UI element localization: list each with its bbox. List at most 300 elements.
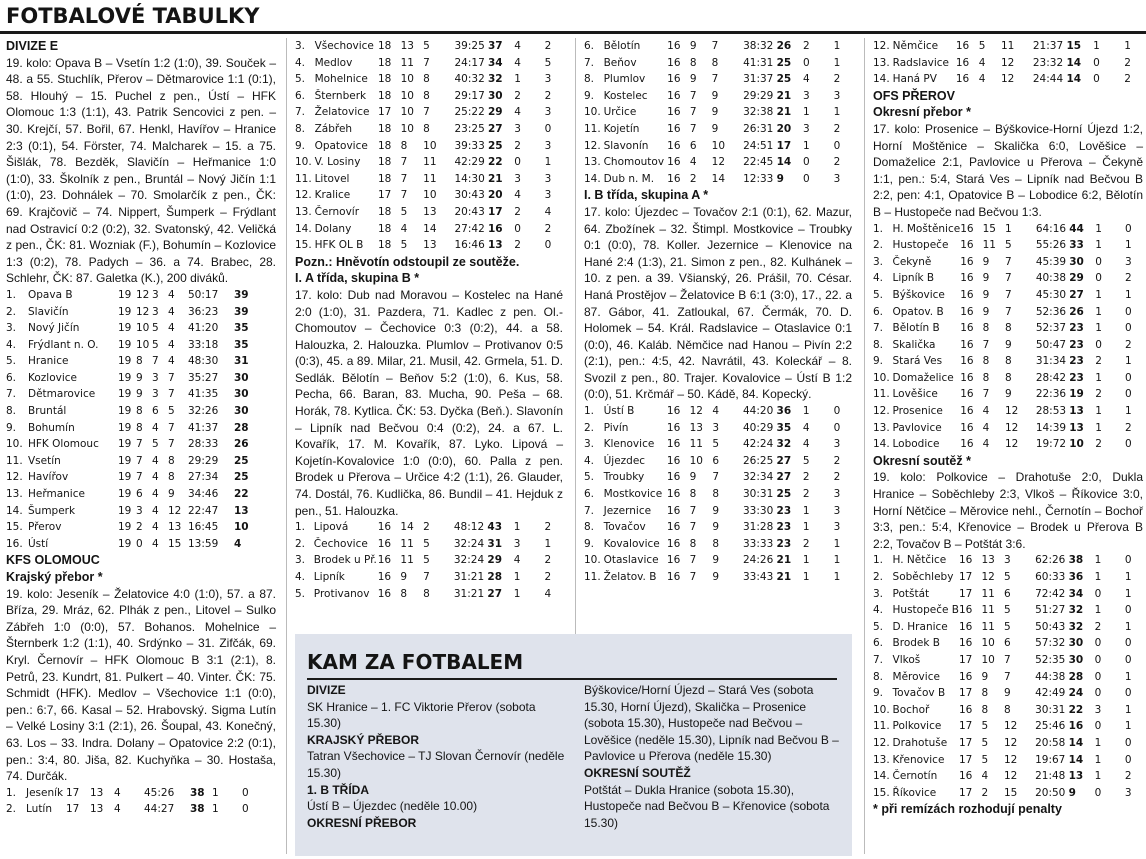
table-cell: 33:18 <box>188 338 219 351</box>
table-cell: 31:34 <box>1035 355 1067 368</box>
table-cell: 8 <box>423 89 430 102</box>
table-row <box>6 801 262 818</box>
table-cell: 8 <box>423 122 430 135</box>
table-cell: 19 <box>118 471 132 484</box>
box-section-heading: KRAJSKÝ PŘEBOR <box>307 732 420 747</box>
krajsky-heading: Krajský přebor * <box>6 570 103 584</box>
table-cell: 4 <box>513 554 521 567</box>
table-row <box>873 270 1143 287</box>
table-cell: Protivanov <box>313 587 370 600</box>
ofs-heading: OFS PŘEROV <box>873 88 955 103</box>
table-cell: 5 <box>712 438 720 451</box>
table-cell: 9 <box>982 305 990 318</box>
table-cell: 5 <box>400 205 408 218</box>
table-cell: 26 <box>1069 305 1084 318</box>
table-cell: 1. <box>6 786 17 799</box>
table-cell: 34 <box>487 56 503 69</box>
table-cell: 19 <box>118 371 132 384</box>
table-cell: 18 <box>377 222 392 235</box>
table-cell: Němčice <box>892 40 939 52</box>
table-cell: 1 <box>1094 770 1102 783</box>
okresni-soutez-heading: Okresní soutěž * <box>873 453 971 468</box>
table-cell: 3 <box>833 521 841 534</box>
table-cell: Šumperk <box>28 504 76 517</box>
table-cell: 16 <box>959 620 973 633</box>
table-cell: 4. <box>873 604 884 617</box>
table-cell: 48:30 <box>188 355 219 368</box>
kfs-heading: KFS OLOMOUC <box>6 553 100 568</box>
table-cell: 1 <box>1125 288 1132 301</box>
table-cell: 23 <box>776 537 792 550</box>
table-cell: 0 <box>833 139 841 152</box>
table-row <box>6 370 254 387</box>
column-divider <box>286 38 287 854</box>
table-cell: 18 <box>377 205 392 218</box>
table-cell: 18 <box>377 40 392 52</box>
table-cell: 11. <box>295 172 312 185</box>
table-cell: 10 <box>234 521 249 534</box>
table-cell: 12:33 <box>743 172 774 185</box>
table-cell: 3 <box>544 139 552 152</box>
table-cell: 2 <box>1094 620 1102 633</box>
table-cell: 20:43 <box>454 205 485 218</box>
table-row <box>873 353 1143 370</box>
table-cell: 11. <box>6 454 23 467</box>
table-row <box>6 536 254 553</box>
table-cell: Lipník B <box>892 272 935 285</box>
table-cell: 28:53 <box>1035 405 1067 418</box>
table-cell: 32 <box>776 438 792 451</box>
table-cell: 1 <box>833 537 841 550</box>
table-cell: 19:67 <box>1035 753 1066 766</box>
table-cell: 16 <box>666 438 681 451</box>
table-cell: 13 <box>90 786 104 799</box>
table-row <box>295 519 563 536</box>
table-cell: 4 <box>114 803 121 816</box>
box-section-heading: OKRESNÍ PŘEBOR <box>307 815 417 830</box>
table-cell: 16 <box>667 56 681 69</box>
table-cell: 7 <box>136 471 143 484</box>
box-right-column <box>584 682 846 831</box>
table-cell: 3 <box>152 388 159 401</box>
table-cell: 7 <box>1004 272 1012 285</box>
table-cell: 8. <box>295 122 306 135</box>
table-row <box>584 121 852 138</box>
table-cell: 16 <box>1068 720 1084 733</box>
table-cell: 3 <box>514 122 521 135</box>
table-cell: 30 <box>234 405 249 418</box>
table-cell: 52:37 <box>1035 322 1067 335</box>
table-cell: 2 <box>802 40 810 52</box>
table-cell: 13 <box>981 554 995 567</box>
table-cell: 11. <box>584 122 601 135</box>
table-cell: 52:35 <box>1035 653 1066 666</box>
table-cell: 40:29 <box>743 421 774 434</box>
kam-za-fotbalem-box <box>295 634 852 856</box>
table-cell: 7 <box>711 73 719 86</box>
table-cell: 33:30 <box>743 504 774 517</box>
table-cell: Frýdlant n. O. <box>28 338 99 351</box>
table-cell: 19 <box>118 504 132 517</box>
table-cell: 26 <box>234 438 249 451</box>
table-cell: 1 <box>1124 40 1131 52</box>
table-cell: 16 <box>960 405 974 418</box>
table-cell: 4 <box>978 56 986 69</box>
table-cell: 1 <box>1124 703 1132 716</box>
table-cell: 16. <box>6 537 23 550</box>
table-cell: Lověšice <box>892 388 938 401</box>
table-cell: 9 <box>689 73 697 86</box>
table-cell: 15 <box>1004 786 1018 799</box>
table-cell: 8 <box>1004 355 1012 368</box>
table-cell: 7 <box>1004 255 1012 268</box>
table-cell: 2 <box>514 205 521 218</box>
table-row <box>873 752 1143 769</box>
table-cell: 31:37 <box>743 73 774 86</box>
table-cell: Beňov <box>603 56 637 69</box>
table-cell: 11 <box>982 239 996 252</box>
table-row <box>873 287 1143 304</box>
table-cell: 12 <box>1004 736 1018 749</box>
table-cell: 25 <box>776 488 792 501</box>
table-cell: 43 <box>487 521 503 534</box>
table-cell: 5 <box>423 40 430 52</box>
table-row <box>873 304 1143 321</box>
table-cell: 10 <box>400 122 414 135</box>
table-cell: 2 <box>833 73 841 86</box>
table-cell: 6 <box>152 405 159 418</box>
table-cell: 6 <box>136 488 143 501</box>
table-cell: 22 <box>234 488 249 501</box>
table-cell: 9. <box>584 89 595 102</box>
table-cell: 45:26 <box>144 786 175 799</box>
table-row <box>873 436 1143 453</box>
okresni-prebor-heading: Okresní přebor * <box>873 105 971 120</box>
table-cell: 14:39 <box>1035 421 1067 434</box>
table-cell: 3 <box>833 488 841 501</box>
table-row <box>873 785 1143 802</box>
table-cell: 1 <box>212 786 219 799</box>
table-cell: 16 <box>667 172 681 185</box>
table-cell: 18 <box>377 122 392 135</box>
table-cell: 30 <box>234 371 249 384</box>
table-cell: 17 <box>959 687 973 700</box>
table-cell: 16 <box>955 73 970 86</box>
table-cell: 5 <box>168 405 175 418</box>
table-row <box>584 453 852 470</box>
table-row <box>584 486 852 503</box>
table-cell: 12. <box>6 471 23 484</box>
table-cell: 23 <box>1069 322 1084 335</box>
table-cell: 8 <box>689 488 697 501</box>
table-cell: 9. <box>873 355 884 368</box>
box-section-text: SK Hranice – 1. FC Viktorie Přerov (sobota 15.30) <box>307 699 536 731</box>
table-cell: Havířov <box>28 471 69 484</box>
table-cell: 18 <box>377 239 392 252</box>
table-cell: 2 <box>802 488 810 501</box>
table-cell: 32 <box>1068 604 1084 617</box>
table-cell: 16 <box>667 139 681 152</box>
table-cell: 20:50 <box>1035 786 1066 799</box>
a-trida-report: 17. kolo: Dub nad Moravou – Kostelec na Hané 2:0 (1:0), 31. Pazdera, 71. Kadlec z pen. Ol.-Chomoutov – Čechovice 0:3 (0:2), 44. a 58. Halouzka, 2. Halouzka. Plumlov – Protivanov 0:5 (0:3), 45. a 89. Milar, 21. Musil, 42. Grmela, 51. D. Sedlák. Bělotín – Beňov 5:2 (1:0), 6. Kus, 58. Pecha, 66. Baran, 83. Mucha, 90. Peša – 68. Horák, 78. Kytlica. ČK: 53. Dyčka (Beň.). Slavonín – Lipník nad Bečvou 0:4 (0:2), 24. a 67. L. Kovařík, 17. M. Kovařík, 87. Lyko. Lipová – Kojetín-Kovalovice 1:0 (0:0), 60. Palla z pen. Brodek u Přerova – Určice 4:2 (1:1), 26. Glauder, 74. Dostál, 76. Kudlička, 86. Bundil – 41. Hejduk z pen., 51. Halouzka. <box>295 287 563 518</box>
table-cell: 11. <box>873 388 890 401</box>
table-cell: 18 <box>377 156 392 169</box>
table-row <box>6 287 254 304</box>
table-cell: 28:33 <box>188 438 219 451</box>
table-cell: 16 <box>960 239 974 252</box>
table-cell: Dub n. M. <box>603 172 655 185</box>
table-cell: 8 <box>982 322 990 335</box>
table-cell: 1. <box>873 222 884 235</box>
table-cell: 7 <box>1004 653 1011 666</box>
table-cell: 26:31 <box>743 122 774 135</box>
table-cell: 1 <box>802 521 810 534</box>
table-cell: 5 <box>978 40 986 52</box>
table-cell: 8 <box>981 703 989 716</box>
table-cell: 5 <box>1004 571 1011 583</box>
table-cell: 1 <box>833 571 841 583</box>
table-cell: 0 <box>1095 255 1102 268</box>
column-3 <box>584 38 852 586</box>
table-cell: 16 <box>960 421 974 434</box>
table-cell: 21 <box>776 571 792 583</box>
table-cell: 14 <box>1068 736 1084 749</box>
table-cell: 12. <box>873 736 890 749</box>
table-cell: 4 <box>544 205 552 218</box>
table-cell: 17 <box>487 205 503 218</box>
table-cell: 29 <box>1069 272 1084 285</box>
table-cell: 5. <box>873 620 884 633</box>
table-cell: 3 <box>833 504 841 517</box>
table-row <box>6 386 254 403</box>
table-cell: Bělotín <box>603 40 641 52</box>
divize-heading: DIVIZE E <box>6 39 59 53</box>
table-cell: 17 <box>959 720 973 733</box>
table-cell: Želatov. B <box>603 571 657 583</box>
table-cell: 9 <box>711 89 719 102</box>
table-cell: 17 <box>66 786 80 799</box>
table-cell: 34:46 <box>188 488 219 501</box>
table-cell: 20 <box>487 189 503 202</box>
table-cell: 7 <box>400 156 408 169</box>
table-row <box>584 519 852 536</box>
table-cell: 12 <box>981 571 995 583</box>
table-cell: 1 <box>1095 288 1102 301</box>
table-cell: 25 <box>776 56 792 69</box>
table-cell: 9 <box>1004 687 1011 700</box>
table-cell: 19 <box>118 288 132 301</box>
table-cell: 7 <box>423 106 430 119</box>
table-cell: 4 <box>544 587 552 600</box>
table-cell: HFK OL B <box>314 239 364 252</box>
table-cell: 19 <box>118 488 132 501</box>
table-cell: 9 <box>982 288 990 301</box>
table-cell: 10. <box>295 156 312 169</box>
table-cell: 6 <box>689 139 697 152</box>
table-cell: 16 <box>955 40 970 52</box>
table-cell: 16 <box>666 554 681 567</box>
table-cell: 19 <box>1069 388 1084 401</box>
table-cell: 4 <box>152 488 159 501</box>
table-cell: 22 <box>487 156 503 169</box>
table-cell: 22:47 <box>188 504 219 517</box>
table-cell: 28 <box>1068 670 1084 683</box>
table-cell: 16 <box>377 571 392 583</box>
table-cell: 2 <box>1095 355 1102 368</box>
table-row <box>873 38 1143 55</box>
table-cell: 4 <box>168 355 175 368</box>
table-cell: 17 <box>776 139 792 152</box>
table-row <box>6 353 254 370</box>
table-cell: 28 <box>234 421 249 434</box>
table-cell: 0 <box>544 122 552 135</box>
table-cell: 9 <box>1004 338 1012 351</box>
table-cell: 3 <box>544 106 552 119</box>
table-cell: 5 <box>1004 620 1011 633</box>
table-cell: 4 <box>982 421 990 434</box>
table-cell: 3 <box>833 89 841 102</box>
table-row <box>295 154 563 171</box>
table-cell: 2 <box>1125 421 1132 434</box>
table-cell: 7. <box>295 106 306 119</box>
table-cell: 7 <box>168 421 175 434</box>
table-cell: Domaželice <box>892 371 954 384</box>
table-row <box>584 71 852 88</box>
table-cell: 3 <box>544 172 552 185</box>
table-cell: 5 <box>423 537 430 550</box>
table-cell: 4 <box>514 40 521 52</box>
table-cell: 1 <box>1095 239 1102 252</box>
table-cell: 18 <box>377 56 392 69</box>
table-cell: 23 <box>1069 338 1084 351</box>
table-cell: 25 <box>234 471 249 484</box>
table-cell: 32 <box>1068 620 1084 633</box>
table-cell: 10 <box>981 637 995 650</box>
table-cell: 4. <box>584 454 595 467</box>
table-cell: 3 <box>514 172 521 185</box>
table-cell: 12. <box>873 40 890 52</box>
table-cell: 8 <box>136 421 143 434</box>
table-cell: 1 <box>544 156 552 169</box>
table-row <box>295 552 563 569</box>
table-cell: 21:48 <box>1035 770 1066 783</box>
table-row <box>873 320 1143 337</box>
table-cell: 16 <box>666 537 681 550</box>
table-cell: 6. <box>584 488 595 501</box>
table-cell: 17 <box>959 786 973 799</box>
table-cell: 0 <box>514 156 521 169</box>
table-cell: 0 <box>1094 653 1102 666</box>
table-cell: 12 <box>168 504 182 517</box>
krajsky-report: 19. kolo: Jeseník – Želatovice 4:0 (1:0), 57. a 87. Bříza, 29. Mráz, 62. Plhák z pen., Litovel – Sulko Zábřeh 1:0 (0:0), 57. Bohanos. Mohelnice – Šternberk 1:2 (1:1), 40. Srdýnko – 31. Zifčák, 69. Kryl. Černovír – HFK Olomouc B 3:1 (2:1), 8. Petrů, 23. Kundrt, 81. Pulkert – 40. Vinter. ČK: 75. Schmidt (HFK). Medlov – Všechovice 1:1 (0:0), pen.: 6:7, 66. Kasal – 52. Hrabovský. Sigma Lutín – Velké Losiny 3:1 (2:1), 26. Šoupal, 43. Konečný, 63. Los – 33. Indra. Dolany – Opatovice 2:2 (0:1), pen.: 3:4, 80. Jiša, 82. Kuchyňka – 30. Hostaša, 74. Durčák. <box>6 586 276 784</box>
table-cell: 2 <box>544 89 552 102</box>
table-cell: 9 <box>136 371 143 384</box>
table-cell: 18 <box>377 89 392 102</box>
table-row <box>873 254 1143 271</box>
table-cell: 16 <box>667 106 681 119</box>
table-cell: Vlkoš <box>892 653 921 666</box>
table-cell: 30 <box>487 89 503 102</box>
table-cell: 8 <box>168 471 175 484</box>
table-cell: 1 <box>802 405 810 418</box>
table-row <box>584 171 852 188</box>
table-cell: 4 <box>689 156 697 169</box>
table-cell: 9 <box>776 172 784 185</box>
table-cell: 8 <box>1004 703 1011 716</box>
table-cell: 13 <box>423 239 437 252</box>
b-trida-heading: I. B třída, skupina A * <box>584 188 709 203</box>
table-cell: 12 <box>1004 720 1018 733</box>
table-cell: 24:17 <box>454 56 485 69</box>
table-cell: 16 <box>960 371 974 384</box>
table-cell: 0 <box>1124 687 1132 700</box>
table-cell: 31 <box>487 537 503 550</box>
table-cell: 2 <box>544 40 552 52</box>
table-cell: 17 <box>959 587 973 600</box>
table-cell: 4 <box>514 56 521 69</box>
table-cell: 2 <box>544 571 552 583</box>
table-cell: 4 <box>168 322 175 335</box>
table-cell: 12. <box>584 139 601 152</box>
table-cell: 11 <box>1000 40 1015 52</box>
table-cell: 10. <box>6 438 23 451</box>
table-cell: 19 <box>118 421 132 434</box>
table-cell: 3 <box>513 537 521 550</box>
table-cell: 3 <box>712 421 720 434</box>
table-cell: 60:33 <box>1035 571 1066 583</box>
table-cell: 0 <box>1125 222 1132 235</box>
table-cell: 29:29 <box>188 454 219 467</box>
table-cell: 10. <box>584 554 601 567</box>
table-cell: 2 <box>136 521 143 534</box>
table-cell: 30:31 <box>1035 703 1066 716</box>
table-cell: 16 <box>959 637 973 650</box>
table-cell: 13 <box>400 40 414 52</box>
table-cell: 9 <box>689 471 697 484</box>
table-cell: 0 <box>1094 587 1102 600</box>
krajsky-table-cont <box>295 38 563 254</box>
table-cell: 7 <box>689 122 697 135</box>
table-cell: Tovačov B <box>892 687 946 700</box>
table-cell: 7. <box>873 653 884 666</box>
table-cell: 8 <box>689 56 697 69</box>
table-cell: 34 <box>1068 587 1084 600</box>
table-cell: 42:24 <box>743 438 774 451</box>
table-cell: 5 <box>802 454 810 467</box>
table-cell: 4 <box>712 405 720 418</box>
table-cell: 32:24 <box>453 554 485 567</box>
table-cell: Stará Ves <box>892 355 943 368</box>
table-cell: 6. <box>873 637 884 650</box>
table-cell: 12 <box>711 156 726 169</box>
table-cell: 30:31 <box>743 488 774 501</box>
table-cell: 50:47 <box>1035 338 1067 351</box>
table-cell: 5 <box>152 438 159 451</box>
table-cell: 15. <box>873 786 890 799</box>
table-cell: 15. <box>295 239 312 252</box>
table-cell: 26 <box>776 40 792 52</box>
table-cell: 29:17 <box>454 89 485 102</box>
table-cell: 8 <box>982 371 990 384</box>
table-cell: 52:36 <box>1035 305 1067 318</box>
table-cell: 6 <box>712 454 720 467</box>
table-cell: Slavonín <box>603 139 649 152</box>
table-cell: 2 <box>514 89 521 102</box>
table-cell: 25 <box>776 73 792 86</box>
column-4 <box>873 38 1143 818</box>
table-cell: 2 <box>833 471 841 484</box>
table-cell: 9 <box>982 255 990 268</box>
